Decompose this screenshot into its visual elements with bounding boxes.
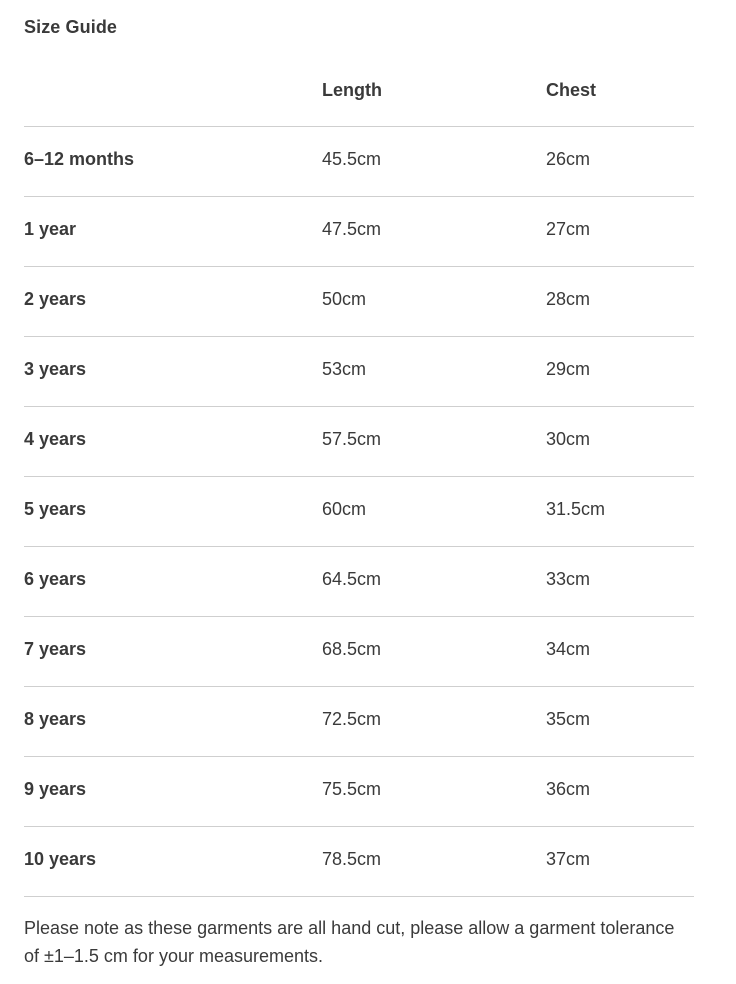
chest-cell: 36cm — [546, 779, 591, 799]
table-row — [24, 757, 694, 827]
size-cell: 7 years — [24, 639, 87, 659]
size-cell: 6 years — [24, 569, 87, 589]
chest-cell: 35cm — [546, 709, 591, 729]
chest-cell: 28cm — [546, 289, 591, 309]
chest-cell: 34cm — [546, 639, 591, 659]
table-body — [24, 127, 694, 897]
header-length: Length — [322, 80, 382, 100]
tolerance-note: Please note as these garments are all hand cut, please allow a garment tolerance of ±1–1.5 cm for your measurements. — [24, 918, 675, 966]
table-row — [24, 337, 694, 407]
size-cell: 4 years — [24, 429, 87, 449]
table-row — [24, 617, 694, 687]
chest-cell: 33cm — [546, 569, 591, 589]
table-row — [24, 407, 694, 477]
chest-cell: 30cm — [546, 429, 591, 449]
length-cell: 68.5cm — [322, 639, 382, 659]
size-cell: 5 years — [24, 499, 87, 519]
length-cell: 50cm — [322, 289, 367, 309]
table-row — [24, 127, 694, 197]
size-cell: 1 year — [24, 219, 77, 239]
length-cell: 47.5cm — [322, 219, 382, 239]
table-row — [24, 197, 694, 267]
size-cell: 10 years — [24, 849, 97, 869]
length-cell: 72.5cm — [322, 709, 382, 729]
size-cell: 3 years — [24, 359, 87, 379]
length-cell: 75.5cm — [322, 779, 382, 799]
size-cell: 9 years — [24, 779, 87, 799]
table-row — [24, 687, 694, 757]
table-row — [24, 547, 694, 617]
length-cell: 60cm — [322, 499, 367, 519]
length-cell: 78.5cm — [322, 849, 382, 869]
size-cell: 8 years — [24, 709, 87, 729]
length-cell: 53cm — [322, 359, 367, 379]
header-chest: Chest — [546, 80, 597, 100]
table-row — [24, 477, 694, 547]
chest-cell: 29cm — [546, 359, 591, 379]
chest-cell: 26cm — [546, 149, 591, 169]
length-cell: 64.5cm — [322, 569, 382, 589]
table-row — [24, 267, 694, 337]
length-cell: 45.5cm — [322, 149, 382, 169]
chest-cell: 31.5cm — [546, 499, 606, 519]
table-row — [24, 827, 694, 897]
size-cell: 2 years — [24, 289, 87, 309]
chest-cell: 37cm — [546, 849, 591, 869]
size-cell: 6–12 months — [24, 149, 135, 169]
chest-cell: 27cm — [546, 219, 591, 239]
length-cell: 57.5cm — [322, 429, 382, 449]
page-title: Size Guide — [24, 17, 118, 37]
table-header — [24, 58, 694, 127]
